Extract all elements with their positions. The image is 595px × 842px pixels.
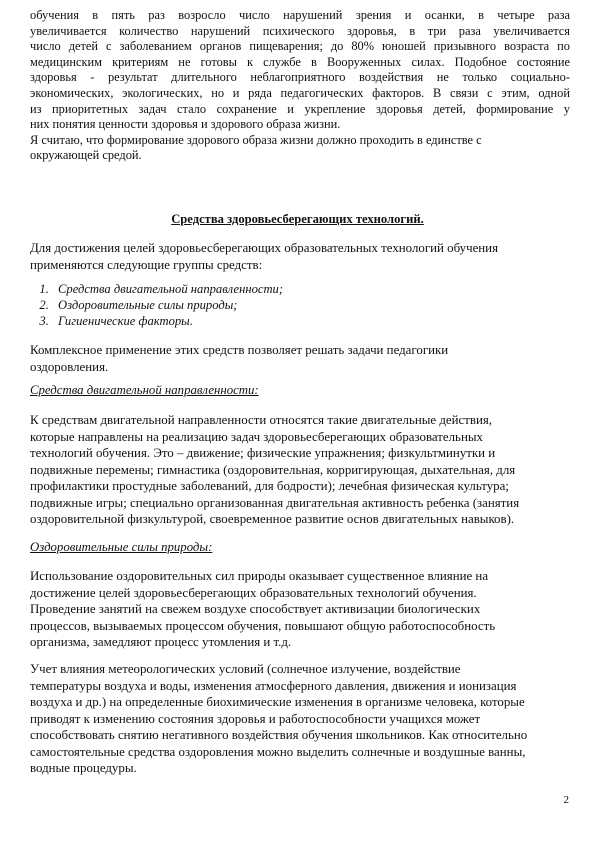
text-line: экономических, экологических, но и ряда педагогических факторов. В связи с этим, одной — [30, 85, 570, 100]
text-line: приводят к изменению состояния здоровья и работоспособности учащихся может — [30, 711, 481, 726]
text-line: Комплексное применение этих средств позволяет решать задачи педагогики — [30, 343, 449, 357]
text-line: Проведение занятий на свежем воздухе способствует активизации биологических — [30, 602, 481, 616]
text-line: оздоровления. — [30, 359, 109, 374]
subheading-motor: Средства двигательной направленности: — [30, 383, 259, 397]
text-line: технологий обучения. Это – движение; физические упражнения; физкультминутки и — [30, 446, 496, 460]
list-item: 3. Гигиенические факторы. — [52, 314, 283, 330]
paragraph-complex — [30, 342, 570, 375]
list-item: 2. Оздоровительные силы природы; — [52, 298, 283, 314]
paragraph-motor — [30, 412, 570, 528]
list-item: 1. Средства двигательной направленности; — [52, 282, 283, 298]
text-line: подвижные игры; специально организованная двигательная активность ребенка (занятия — [30, 495, 520, 510]
text-line: Учет влияния метеорологических условий (солнечное излучение, воздействие — [30, 662, 461, 676]
text-line: из приоритетных задач стало сохранение и укрепление здоровья детей, формирование у — [30, 101, 570, 116]
text-line: здоровья - результат длительного неблагоприятного воздействия не только социально- — [30, 70, 570, 85]
text-line: водные процедуры. — [30, 761, 137, 775]
means-list — [30, 282, 283, 329]
text-line: увеличивается количество нарушений психического здоровья, в три раза увеличивается — [30, 23, 570, 38]
text-line: воздуха и др.) на определенные биохимические изменения в организме человека, которые — [30, 695, 525, 709]
text-line: окружающей средой. — [30, 148, 142, 163]
text-line: профилактики простудные заболеваний, для бодрости); лечебная физическая культура; — [30, 479, 509, 493]
paragraph-health-statistics — [30, 8, 570, 164]
text-line: самостоятельные средства оздоровления можно выделить солнечные и воздушные ванны, — [30, 744, 526, 759]
text-line: Использование оздоровительных сил природы оказывает существенное влияние на — [30, 569, 489, 583]
text-line: Я считаю, что формирование здорового образа жизни должно проходить в единстве с — [30, 132, 482, 147]
text-line: которые направлены на реализацию задач здоровьесберегающих образовательных — [30, 429, 483, 444]
text-line: подвижные перемены; гимнастика (оздоровительная, корригирующая, дыхательная, для — [30, 462, 516, 477]
paragraph-intro — [30, 240, 570, 273]
text-line: применяются следующие группы средств: — [30, 257, 263, 272]
text-line: число детей с заболеванием органов пищеварения; до 80% юношей призывного возраста по — [30, 39, 570, 54]
page-number: 2 — [563, 794, 569, 806]
text-line: оздоровительной физкультурой, своевременное развитие основ двигательных навыков). — [30, 512, 515, 526]
text-line: способствовать снятию негативного воздействия обучения школьников. Как относительно — [30, 728, 528, 742]
text-line: достижение целей здоровьесберегающих образовательных технологий обучения. — [30, 585, 477, 600]
text-line: обучения в пять раз возросло число нарушений зрения и осанки, в четыре раза — [30, 8, 570, 22]
paragraph-nature — [30, 568, 570, 651]
text-line: процессов, вызываемых процессом обучения, повышают общую работоспособность — [30, 618, 496, 633]
text-line: Для достижения целей здоровьесберегающих образовательных технологий обучения — [30, 241, 499, 255]
paragraph-weather — [30, 661, 570, 777]
text-line: организма, замедляют процесс утомления и т.д. — [30, 635, 292, 649]
text-line: температуры воздуха и воды, изменения атмосферного давления, движения и ионизация — [30, 678, 517, 693]
text-line: К средствам двигательной направленности относятся такие двигательные действия, — [30, 413, 493, 427]
section-heading: Средства здоровьесберегающих технологий. — [171, 212, 424, 226]
text-line: них понятия ценности здоровья и здорового образа жизни. — [30, 117, 341, 132]
text-line: медицинским критериям не готовы к службе в Вооруженных силах. Подобное состояние — [30, 54, 570, 69]
subheading-nature: Оздоровительные силы природы: — [30, 540, 213, 554]
